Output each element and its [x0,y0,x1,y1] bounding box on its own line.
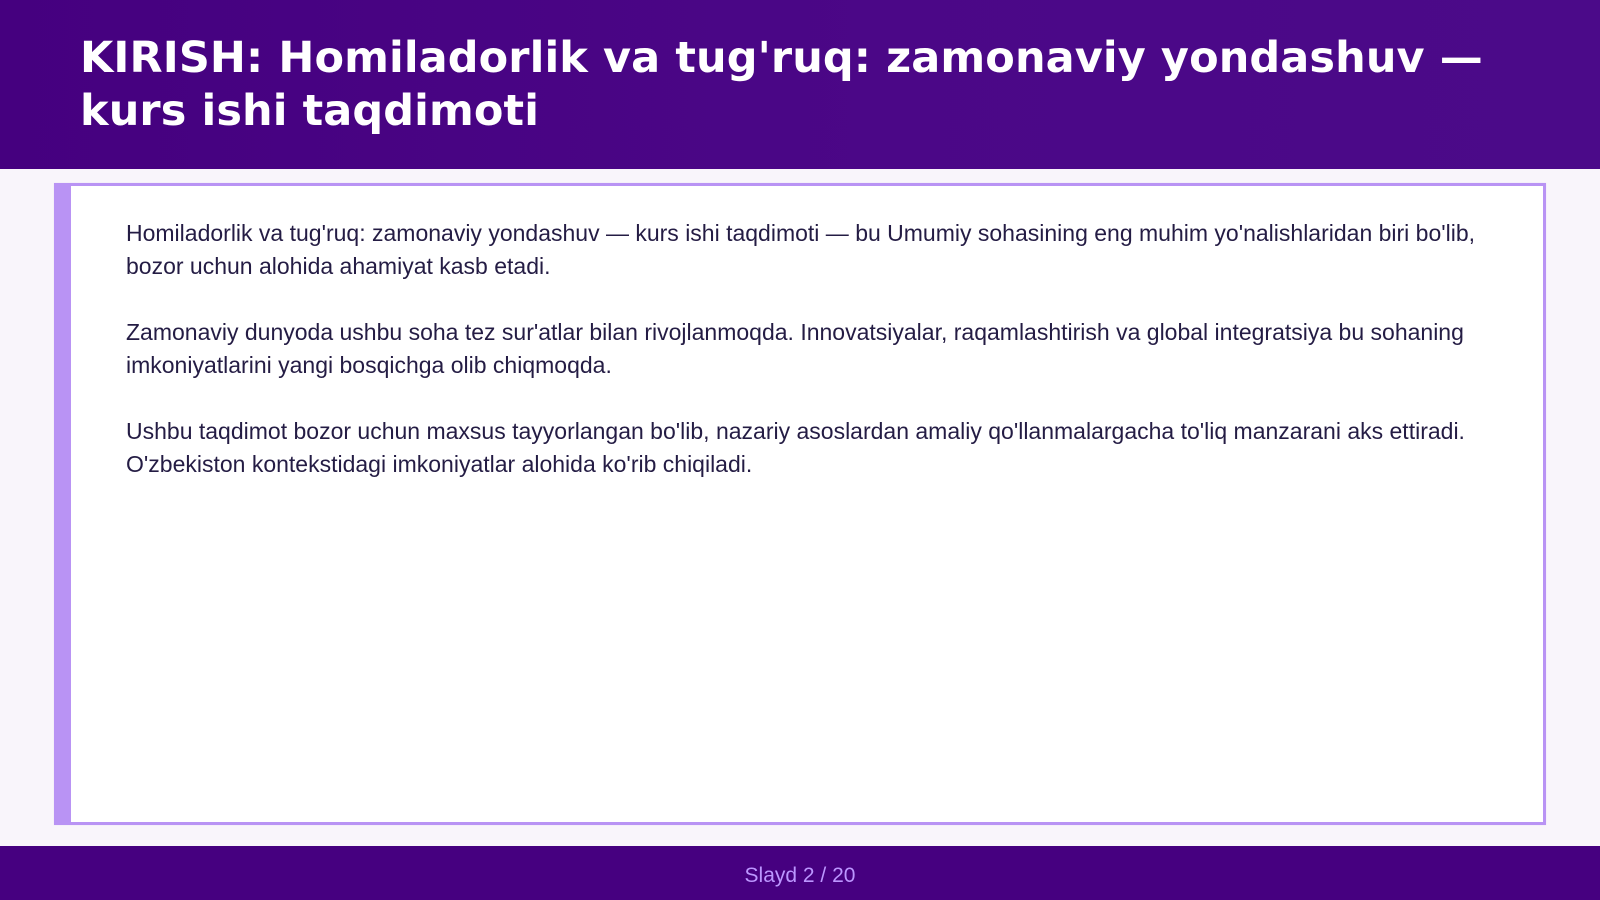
slide-content-card [54,183,1546,825]
slide-body-text [126,217,1516,514]
modern-development-paragraph: Zamonaviy dunyoda ushbu soha tez sur'atlar bilan rivojlanmoqda. Innovatsiyalar, raqamlashtirish va global integratsiya bu sohaning imkoniyatlarini yangi bosqichga olib chiqmoqda. [126,319,1464,378]
intro-paragraph: Homiladorlik va tug'ruq: zamonaviy yondashuv — kurs ishi taqdimoti — bu Umumiy sohasining eng muhim yo'nalishlaridan biri bo'lib, bozor uchun alohida ahamiyat kasb etadi. [126,220,1476,279]
slide-header [0,0,1600,169]
slide-title: KIRISH: Homiladorlik va tug'ruq: zamonaviy yondashuv — kurs ishi taqdimoti [80,33,1483,136]
slide-counter: Slayd 2 / 20 [744,863,856,887]
presentation-purpose-paragraph: Ushbu taqdimot bozor uchun maxsus tayyorlangan bo'lib, nazariy asoslardan amaliy qo'llanmalargacha to'liq manzarani aks ettiradi. O'zbekiston kontekstidagi imkoniyatlar alohida ko'rib chiqiladi. [126,418,1465,477]
slide-footer [0,846,1600,900]
